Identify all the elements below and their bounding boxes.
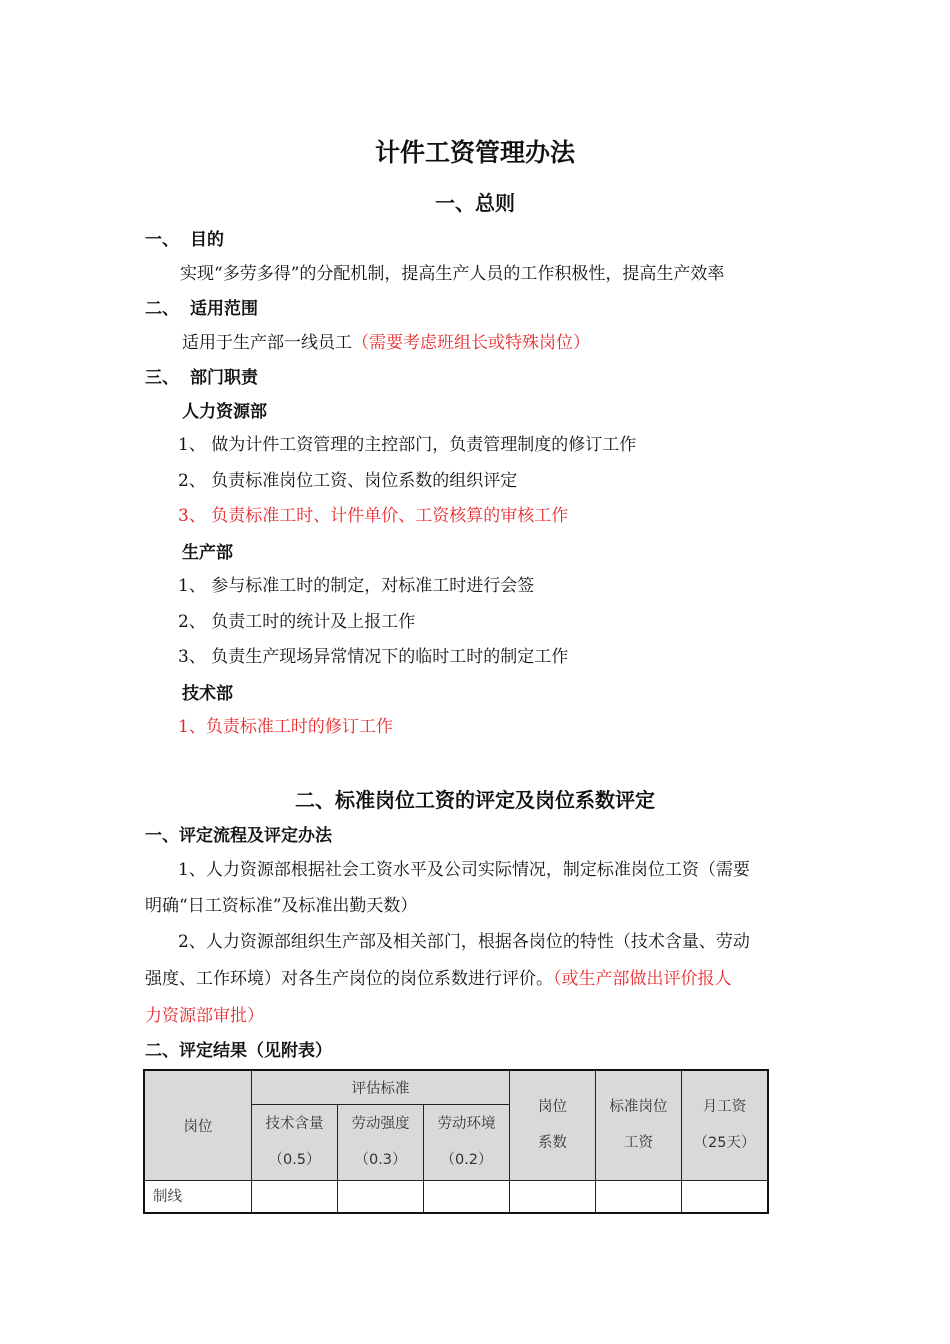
th-month-line2: （25天） — [693, 1135, 756, 1152]
result-label: 二、评定结果（见附表） — [145, 1041, 332, 1061]
dept-production: 生产部 — [182, 543, 233, 563]
section2-heading: 二、标准岗位工资的评定及岗位系数评定 — [295, 788, 655, 812]
hr-item-3: 3、 负责标准工时、计件单价、工资核算的审核工作 — [178, 506, 569, 526]
scope-label: 适用范围 — [190, 299, 258, 319]
th-tech-weight: （0.5） — [268, 1152, 321, 1168]
purpose-num: 一、 — [145, 230, 179, 250]
scope-note: （需要考虑班组长或特殊岗位） — [352, 333, 590, 353]
table-row — [144, 1180, 768, 1213]
dept-tech: 技术部 — [182, 684, 233, 704]
dept-hr: 人力资源部 — [182, 402, 267, 422]
th-month-wage — [682, 1070, 769, 1180]
p2-note-b: 力资源部审批） — [145, 1006, 264, 1026]
th-month-line1: 月工资 — [702, 1099, 747, 1116]
process-label: 一、评定流程及评定办法 — [145, 826, 332, 846]
prod-item-3: 3、 负责生产现场异常情况下的临时工时的制定工作 — [178, 647, 569, 667]
th-labor — [338, 1104, 424, 1180]
hr-item-2: 2、 负责标准岗位工资、岗位系数的组织评定 — [178, 471, 518, 491]
p2-line2 — [145, 964, 732, 989]
cell-env — [424, 1180, 510, 1213]
section1-heading: 一、总则 — [435, 191, 515, 215]
prod-item-1: 1、 参与标准工时的制定，对标准工时进行会签 — [178, 576, 535, 596]
th-env — [424, 1104, 510, 1180]
tech-item-1: 1、负责标准工时的修订工作 — [178, 717, 393, 737]
th-tech — [252, 1104, 338, 1180]
p1-line2: 明确“日工资标准”及标准出勤天数） — [145, 896, 418, 916]
hr-item-1: 1、 做为计件工资管理的主控部门，负责管理制度的修订工作 — [178, 435, 637, 455]
cell-tech — [252, 1180, 338, 1213]
th-std-wage — [596, 1070, 682, 1180]
scope-main: 适用于生产部一线员工 — [182, 333, 352, 353]
cell-std — [596, 1180, 682, 1213]
cell-labor — [338, 1180, 424, 1213]
duties-label: 部门职责 — [190, 368, 258, 388]
th-std-line1: 标准岗位 — [609, 1099, 668, 1116]
th-eval: 评估标准 — [252, 1070, 510, 1104]
th-env-name: 劳动环境 — [437, 1116, 496, 1132]
th-coef-line2: 系数 — [538, 1135, 567, 1152]
p1-line1: 1、人力资源部根据社会工资水平及公司实际情况，制定标准岗位工资（需要 — [178, 860, 750, 880]
prod-item-2: 2、 负责工时的统计及上报工作 — [178, 612, 416, 632]
purpose-label: 目的 — [190, 230, 224, 250]
evaluation-table — [143, 1069, 769, 1214]
th-std-line2: 工资 — [624, 1135, 653, 1152]
p2-line1: 2、人力资源部组织生产部及相关部门，根据各岗位的特性（技术含量、劳动 — [178, 932, 750, 952]
th-post: 岗位 — [144, 1070, 252, 1180]
duties-num: 三、 — [145, 368, 179, 388]
th-labor-weight: （0.3） — [354, 1152, 407, 1168]
th-coef-line1: 岗位 — [538, 1099, 567, 1116]
scope-num: 二、 — [145, 299, 179, 319]
p2-line2-text: 强度、工作环境）对各生产岗位的岗位系数进行评价。 — [145, 969, 553, 989]
th-coef — [510, 1070, 596, 1180]
scope-text — [182, 328, 590, 353]
th-labor-name: 劳动强度 — [351, 1116, 410, 1132]
purpose-text: 实现“多劳多得”的分配机制，提高生产人员的工作积极性，提高生产效率 — [180, 264, 725, 284]
p2-note-a: （或生产部做出评价报人 — [553, 969, 732, 989]
cell-month — [682, 1180, 769, 1213]
th-tech-name: 技术含量 — [265, 1116, 324, 1132]
doc-title: 计件工资管理办法 — [374, 138, 575, 167]
th-env-weight: （0.2） — [440, 1152, 493, 1168]
cell-post: 制线 — [144, 1180, 252, 1213]
cell-coef — [510, 1180, 596, 1213]
